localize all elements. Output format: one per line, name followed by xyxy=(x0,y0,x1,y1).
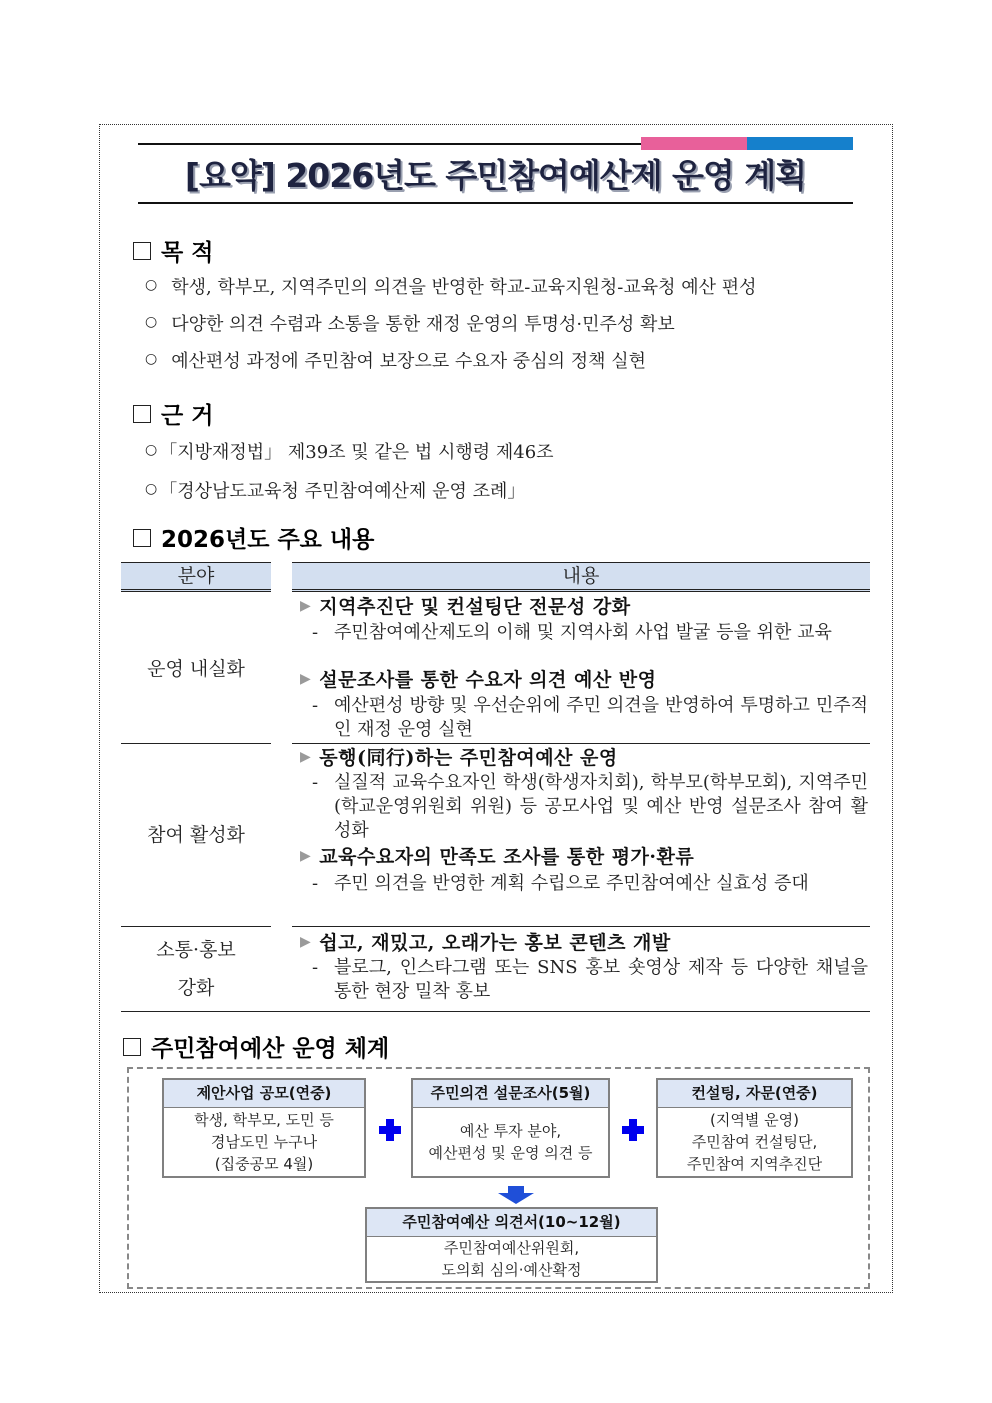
basis-bullet-2 xyxy=(145,477,525,503)
item-desc-text: 주민 의견을 반영한 계획 수립으로 주민참여예산 실효성 증대 xyxy=(334,873,809,894)
item-desc xyxy=(312,872,868,896)
plus-icon xyxy=(622,1119,644,1141)
row-label-participation xyxy=(121,744,271,926)
item-title xyxy=(300,592,631,619)
arrow-icon: ▶ xyxy=(300,933,312,950)
row-label-operation xyxy=(121,594,271,744)
item-desc xyxy=(312,956,868,1004)
item-title-text: 설문조사를 통한 수요자 의견 예산 반영 xyxy=(319,669,657,691)
flow-box-line: 예산 투자 분야, xyxy=(459,1122,562,1140)
flow-box-opinion xyxy=(365,1207,658,1283)
circle-bullet-icon: ○ xyxy=(145,277,158,293)
basis-bullet-1 xyxy=(145,438,554,464)
row-label-text: 운영 내실화 xyxy=(147,658,245,680)
item-desc xyxy=(312,771,868,843)
dash-icon: - xyxy=(312,873,319,894)
flow-box-title: 주민참여예산 의견서(10~12월) xyxy=(367,1209,656,1237)
row-label-text: 강화 xyxy=(177,977,215,999)
purpose-bullet-3 xyxy=(145,347,646,373)
flow-box-title: 주민의견 설문조사(5월) xyxy=(413,1080,608,1108)
flow-box-line: 주민참여 컨설팅단, xyxy=(691,1133,818,1151)
item-title xyxy=(300,928,671,955)
table-header-content: 내용 xyxy=(292,562,870,592)
section-heading-text: 근 거 xyxy=(161,403,214,429)
flow-box-line: (집중공모 4월) xyxy=(214,1155,314,1173)
arrow-icon: ▶ xyxy=(300,748,312,765)
checkbox-icon xyxy=(123,1038,141,1056)
arrow-icon: ▶ xyxy=(300,847,312,864)
item-desc-text: 주민참여예산제도의 이해 및 지역사회 사업 발굴 등을 위한 교육 xyxy=(334,622,832,643)
dash-icon: - xyxy=(312,957,319,978)
checkbox-icon xyxy=(133,529,151,547)
title-bottom-rule xyxy=(138,202,853,204)
section-heading-text: 2026년도 주요 내용 xyxy=(161,527,375,553)
item-title-text: 쉽고, 재밌고, 오래가는 홍보 콘텐츠 개발 xyxy=(319,932,671,954)
arrow-icon: ▶ xyxy=(300,670,312,687)
bullet-text: 다양한 의견 수렴과 소통을 통한 재정 운영의 투명성·민주성 확보 xyxy=(171,314,675,335)
row-label-text: 소통·홍보 xyxy=(156,939,236,961)
item-title-text: 동행(同行)하는 주민참여예산 운영 xyxy=(319,747,618,769)
table-bottom-rule xyxy=(121,1011,870,1012)
flow-box-title: 컨설팅, 자문(연중) xyxy=(658,1080,851,1108)
item-title xyxy=(300,665,657,692)
item-desc-text: 실질적 교육수요자인 학생(학생자치회), 학부모(학부모회), 지역주민(학교운영위원회 위원) 등 공모사업 및 예산 반영 설문조사 참여 활성화 xyxy=(334,772,868,841)
item-desc xyxy=(312,694,868,742)
row-label-communication xyxy=(121,927,271,1011)
dash-icon: - xyxy=(312,695,319,716)
row-divider xyxy=(292,926,870,927)
flow-box-line: 도의회 심의·예산확정 xyxy=(441,1261,582,1279)
row-label-text: 참여 활성화 xyxy=(147,824,245,846)
flow-box-body xyxy=(367,1237,656,1281)
bullet-text: 예산편성 과정에 주민참여 보장으로 수요자 중심의 정책 실현 xyxy=(171,351,646,372)
section-heading-basis xyxy=(133,397,213,430)
circle-bullet-icon: ○ xyxy=(145,351,158,367)
item-title-text: 교육수요자의 만족도 조사를 통한 평가·환류 xyxy=(319,846,695,868)
item-desc-text: 블로그, 인스타그램 또는 SNS 홍보 숏영상 제작 등 다양한 채널을 통한 현장 밀착 홍보 xyxy=(334,957,868,1002)
section-heading-text: 주민참여예산 운영 체계 xyxy=(151,1036,390,1062)
down-arrow-icon xyxy=(498,1186,534,1204)
dash-icon: - xyxy=(312,772,319,793)
circle-bullet-icon: ○ xyxy=(145,314,158,330)
checkbox-icon xyxy=(133,242,151,260)
section-heading-purpose xyxy=(133,234,213,267)
item-title-text: 지역추진단 및 컨설팅단 전문성 강화 xyxy=(319,596,631,618)
title-accent-blue xyxy=(747,137,853,150)
purpose-bullet-2 xyxy=(145,310,675,336)
item-desc xyxy=(312,621,868,645)
page-title: [요약] 2026년도 주민참여예산제 운영 계획 xyxy=(184,156,807,195)
arrow-icon: ▶ xyxy=(300,597,312,614)
section-heading-system xyxy=(123,1030,389,1063)
table-header-field: 분야 xyxy=(121,562,271,592)
flow-box-line: 주민참여 지역추진단 xyxy=(686,1155,823,1173)
flow-box-body xyxy=(164,1108,364,1176)
dash-icon: - xyxy=(312,622,319,643)
circle-bullet-icon: ○ xyxy=(145,481,158,497)
flow-box-line: (지역별 운영) xyxy=(710,1111,799,1129)
purpose-bullet-1 xyxy=(145,273,757,299)
flow-box-body xyxy=(413,1108,608,1176)
section-heading-text: 목 적 xyxy=(161,240,214,266)
plus-icon xyxy=(379,1119,401,1141)
item-desc-text: 예산편성 방향 및 우선순위에 주민 의견을 반영하여 투명하고 민주적인 재정 운영 실현 xyxy=(334,695,868,740)
flow-box-survey xyxy=(411,1078,610,1178)
item-title xyxy=(300,743,618,770)
circle-bullet-icon: ○ xyxy=(145,442,158,458)
flow-box-line: 학생, 학부모, 도민 등 xyxy=(194,1111,334,1129)
flow-box-line: 예산편성 및 운영 의견 등 xyxy=(428,1144,593,1162)
bullet-text: 「지방재정법」 제39조 및 같은 법 시행령 제46조 xyxy=(159,442,554,463)
title-top-rule xyxy=(138,143,642,145)
checkbox-icon xyxy=(133,405,151,423)
flow-box-title: 제안사업 공모(연중) xyxy=(164,1080,364,1108)
flow-box-proposal xyxy=(162,1078,366,1178)
flow-box-consulting xyxy=(656,1078,853,1178)
bullet-text: 학생, 학부모, 지역주민의 의견을 반영한 학교-교육지원청-교육청 예산 편성 xyxy=(171,277,757,298)
item-title xyxy=(300,842,694,869)
flow-box-body xyxy=(658,1108,851,1176)
title-accent-pink xyxy=(641,137,747,150)
flow-box-line: 경남도민 누구나 xyxy=(210,1133,318,1151)
bullet-text: 「경상남도교육청 주민참여예산제 운영 조례」 xyxy=(159,481,526,502)
flow-box-line: 주민참여예산위원회, xyxy=(443,1239,580,1257)
section-heading-main xyxy=(133,521,374,554)
